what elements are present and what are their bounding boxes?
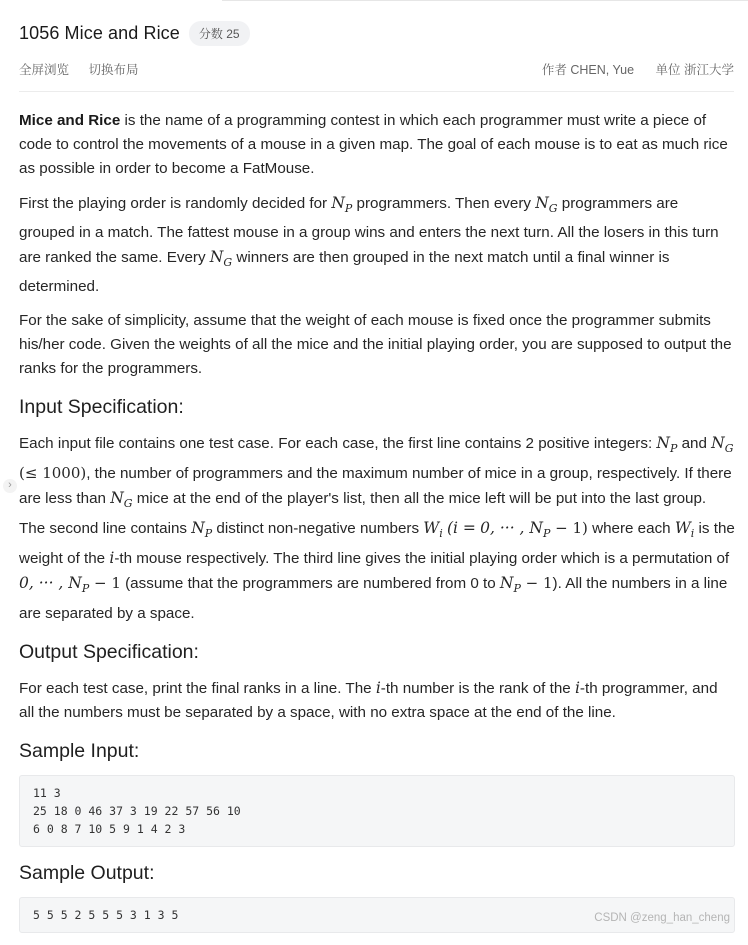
top-border [222,0,748,1]
switch-layout-button[interactable]: 切换布局 [88,63,139,77]
csdn-watermark: CSDN @zeng_han_cheng [594,912,730,924]
sample-input-heading: Sample Input: [19,739,140,762]
description-paragraph-1: Mice and Rice is the name of a programming contest in which each programmer must write a piece of code to control the movements of a mouse in a given map. The goal of each mouse is to eat as much rice as possible in order to become a FatMouse. [19,112,728,177]
description-paragraph-2: First the playing order is randomly decided for $N_P$ programmers. Then every $N_G$ programmers are grouped in a match. The fattest mouse in a group wins and enters the next turn. All the losers in this turn are ranked the same. Every $N_G$ winners are then grouped in the next match until a final winner is determined. [19,194,719,296]
author-info: 作者 CHEN, Yue [541,63,635,77]
header-divider [19,91,734,92]
problem-content [19,109,735,945]
problem-title: 1056 Mice and Rice [19,22,180,43]
input-spec-text: Each input file contains one test case. For each case, the first line contains 2 positive integers: $N_P$ and $N_G$ (≤ 1000), the number of programmers and the maximum number of mice in a group, respectively. If there are less than $N_G$ mice at the end of the player's list, then all the mice left will be put into the last group. The second line contains $N_P$ distinct non-negative numbers $W_i$ (i = 0, ··· , $N_P - 1$) where each $W_i$ is the weight of the i-th mouse respectively. The third line gives the initial playing order which is a permutation of 0, ··· , $N_P - 1$ (assume that the programmers are numbered from 0 to $N_P - 1$). All the numbers in a line are separated by a space. [19,434,735,622]
score-badge: 分数 25 [189,21,250,46]
description-paragraph-3: For the sake of simplicity, assume that the weight of each mouse is fixed once the programmer submits his/her code. Given the weights of all the mice and the initial playing order, you are supposed to output the ranks for the programmers. [19,312,732,378]
unit-info: 单位 浙江大学 [655,63,734,77]
expand-panel-icon[interactable]: › [3,479,17,493]
sample-output-heading: Sample Output: [19,861,155,884]
fullscreen-button[interactable]: 全屏浏览 [19,63,70,77]
input-spec-heading: Input Specification: [19,396,184,419]
sample-output-block[interactable]: 5 5 5 2 5 5 5 3 1 3 5 [19,897,735,933]
output-spec-heading: Output Specification: [19,640,199,663]
output-spec-text: For each test case, print the final ranks in a line. The i-th number is the rank of the i-th programmer, and all the numbers must be separated by a space, with no extra space at the end of the line. [19,678,718,721]
problem-header [19,20,734,78]
sample-input-block[interactable]: 11 3 25 18 0 46 37 3 19 22 57 56 10 6 0 8 7 10 5 9 1 4 2 3 [19,775,735,847]
